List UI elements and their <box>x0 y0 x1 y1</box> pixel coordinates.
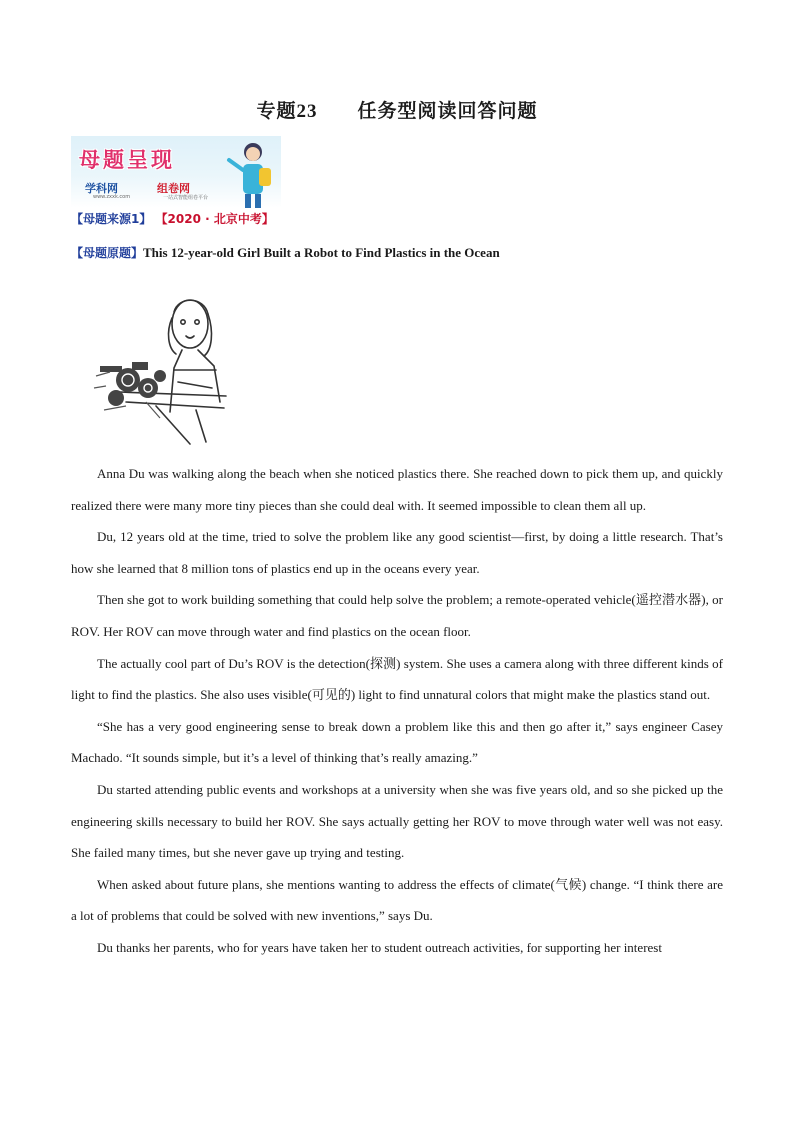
question-heading <box>71 244 500 261</box>
zjw-logo-sub: 一站式智能组卷平台 <box>163 195 209 201</box>
zjw-logo: 组卷网 <box>157 182 190 195</box>
paragraph: Du thanks her parents, who for years have taken her to student outreach activities, for supporting her interest <box>97 939 662 955</box>
origin-label: 【母题原题】 <box>71 246 144 260</box>
girl-with-robot-illustration <box>86 292 236 448</box>
article-body <box>71 458 723 964</box>
page-title: 专题23 任务型阅读回答问题 <box>256 101 538 122</box>
source-label: 【母题来源1】 <box>71 212 152 226</box>
teacher-figure-icon <box>225 138 277 208</box>
paragraph: Du, 12 years old at the time, tried to solve the problem like any good scientist—first, by doing a little research. That’s how she learned that 8 million tons of plastics end up in the oceans every year. <box>71 529 723 576</box>
paragraph: Du started attending public events and workshops at a university when she was five years old, and so she picked up the engineering skills necessary to build her ROV. She says actually getting her ROV to move through water well was not easy. She failed many times, but she never gave up trying and testing. <box>71 781 723 861</box>
paragraph: When asked about future plans, she mentions wanting to address the effects of climate(气候) change. “I think there are a lot of problems that could be solved with new inventions,” says Du. <box>71 876 723 924</box>
paragraph: Then she got to work building something that could help solve the problem; a remote-operated vehicle(遥控潜水器), or ROV. Her ROV can move through water and find plastics on the ocean floor. <box>71 592 723 639</box>
article-title: This 12-year-old Girl Built a Robot to Find Plastics in the Ocean <box>143 245 500 260</box>
xkw-logo-sub: www.zxxk.com <box>93 194 131 200</box>
xkw-logo: 学科网 <box>85 182 118 195</box>
paragraph: Anna Du was walking along the beach when she noticed plastics there. She reached down to pick them up, and quickly realized there were many more tiny pieces than she could deal with. It seemed impossible to clean them all up. <box>71 466 723 513</box>
source-line <box>71 210 274 227</box>
source-value: 【2020 · 北京中考】 <box>155 212 274 226</box>
paragraph: “She has a very good engineering sense to break down a problem like this and then go after it,” says engineer Casey Machado. “It sounds simple, but it’s a level of thinking that’s really amazing.” <box>71 718 723 766</box>
paragraph: The actually cool part of Du’s ROV is the detection(探测) system. She uses a camera along with three different kinds of light to find the plastics. She also uses visible(可见的) light to find unnatural colors that might make the plastics stand out. <box>71 655 723 703</box>
banner <box>71 136 281 208</box>
banner-title: 母题呈现 <box>79 148 175 172</box>
